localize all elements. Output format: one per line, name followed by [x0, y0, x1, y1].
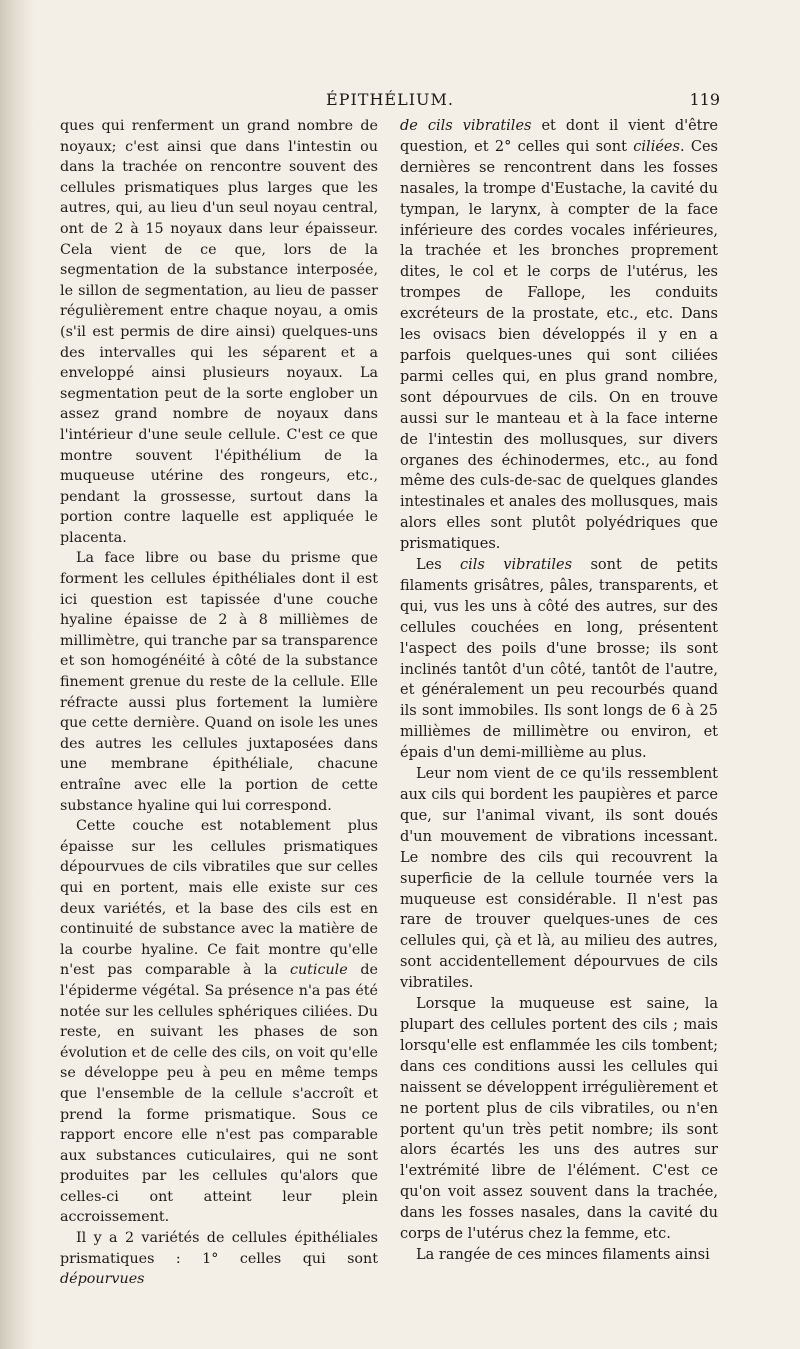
paragraph: La face libre ou base du prisme que forment les cellules épithéliales dont il est ici question est tapissée d'une couche hyaline épaisse de 2 à 8 millièmes de millimètre, qui tranche par sa transparence et son homogénéité à côté de la substance finement grenue du reste de la cellule. Elle réfracte aussi plus fortement la lumière que cette dernière. Quand on isole les unes des autres les cellules juxtaposées dans une membrane épithéliale, chacune entraîne avec elle la portion de cette substance hyaline qui lui correspond.	[60, 550, 378, 814]
italic-term: cils vibratiles	[460, 557, 573, 574]
italic-term: de cils vibratiles	[400, 118, 532, 134]
text-run: et dont il vient d'être question, et 2° celles qui sont	[400, 118, 719, 155]
paragraph: Lorsque la muqueuse est saine, la plupart des cellules portent des cils ; mais lorsqu'elle est enflammée les cils tombent; dans ces conditions aussi les cellules qui naissent se développent irrégulièrement et ne portent plus de cils vibratiles, ou n'en portent qu'un très petit nombre; ils sont alors écartés les uns des autres sur l'extrémité libre de l'élément. C'est ce qu'on voit assez souvent dans la trachée, dans les fosses nasales, dans la cavité du corps de l'utérus chez la femme, etc.	[400, 996, 718, 1243]
running-title: ÉPITHÉLIUM.	[326, 90, 454, 109]
text-run: . Ces dernières se rencontrent dans les fosses nasales, la trompe d'Eustache, la cavité du tympan, le larynx, à compter de la face inférieure des cordes vocales inférieures, la trachée et les bronches proprement dites, le col et le corps de l'utérus, les trompes de Fallope, les conduits excréteurs de la prostate, etc., etc. Dans les ovisacs bien développés il y en a parfois quelques-unes qui sont ciliées parmi celles qui, en plus grand nombre, sont dépourvues de cils. On en trouve aussi sur le manteau et à la face interne de l'intestin des mollusques, sur divers organes des échinodermes, etc., au fond même des culs-de-sac de quelques glandes intestinales et anales des mollusques, mais alors elles sont plutôt polyédriques que prismatiques.	[400, 138, 719, 553]
text-run: sont de petits filaments grisâtres, pâles, transparents, et qui, vus les uns à côté des autres, sur des cellules couchées en long, présentent l'aspect des poils d'une brosse; ils sont inclinés tantôt d'un côté, tantôt de l'autre, et généralement un peu recourbés quand ils sont immobiles. Ils sont longs de 6 à 25 millièmes de millimètre ou environ, et épais d'un demi-millième au plus.	[400, 557, 718, 762]
left-column	[60, 116, 378, 1290]
paragraph	[400, 555, 718, 764]
right-column	[400, 116, 718, 1266]
italic-term: cuticule	[289, 962, 348, 979]
text-run: de l'épiderme végétal. Sa présence n'a pas été notée sur les cellules sphériques ciliées. Du reste, en suivant les phases de son évolution et de celle des cils, on voit qu'elle se développe peu à peu en même temps que l'ensemble de la cellule s'accroît et prend la forme prismatique. Sous ce rapport encore elle n'est pas comparable aux substances cuticulaires, qui ne sont produites par les cellules qu'alors que celles-ci ont atteint leur plein accroissement.	[60, 962, 378, 1226]
page-number: 119	[689, 90, 720, 109]
paragraph: La rangée de ces minces filaments ainsi	[416, 1246, 710, 1263]
text-run: Les	[416, 557, 461, 574]
italic-term: ciliées	[633, 138, 680, 155]
paragraph	[60, 1228, 378, 1290]
paragraph	[400, 116, 718, 555]
italic-term: dépourvues	[60, 1271, 145, 1288]
binding-shadow	[0, 0, 34, 1349]
paragraph: ques qui renferment un grand nombre de noyaux; c'est ainsi que dans l'intestin ou dans la trachée on rencontre souvent des cellules prismatiques plus larges que les autres, qui, au lieu d'un seul noyau central, ont de 2 à 15 noyaux dans leur épaisseur. Cela vient de ce que, lors de la segmentation de la substance interposée, le sillon de segmentation, au lieu de passer régulièrement entre chaque noyau, a omis (s'il est permis de dire ainsi) quelques-uns des intervalles qui les séparent et a enveloppé ainsi plusieurs noyaux. La segmentation peut de la sorte englober un assez grand nombre de noyaux dans l'intérieur d'une seule cellule. C'est ce que montre souvent l'épithélium de la muqueuse utérine des rongeurs, etc., pendant la grossesse, surtout dans la portion contre laquelle est appliquée le placenta.	[60, 118, 378, 546]
text-run: Il y a 2 variétés de cellules épithéliales prismatiques : 1° celles qui sont	[60, 1230, 378, 1267]
text-run: Cette couche est notablement plus épaisse sur les cellules prismatiques dépourvues de cils vibratiles que sur celles qui en portent, mais elle existe sur ces deux variétés, et la base des cils est en continuité de substance avec la matière de la courbe hyaline. Ce fait montre qu'elle n'est pas comparable à la	[60, 818, 378, 979]
paragraph	[60, 816, 378, 1228]
page-header	[60, 88, 720, 112]
paragraph: Leur nom vient de ce qu'ils ressemblent aux cils qui bordent les paupières et parce que, sur l'animal vivant, ils sont doués d'un mouvement de vibrations incessant. Le nombre des cils qui recouvrent la superficie de la cellule tournée vers la muqueuse est considérable. Il n'est pas rare de trouver quelques-unes de ces cellules qui, çà et là, au milieu des autres, sont accidentellement dépourvues de cils vibratiles.	[400, 766, 718, 992]
